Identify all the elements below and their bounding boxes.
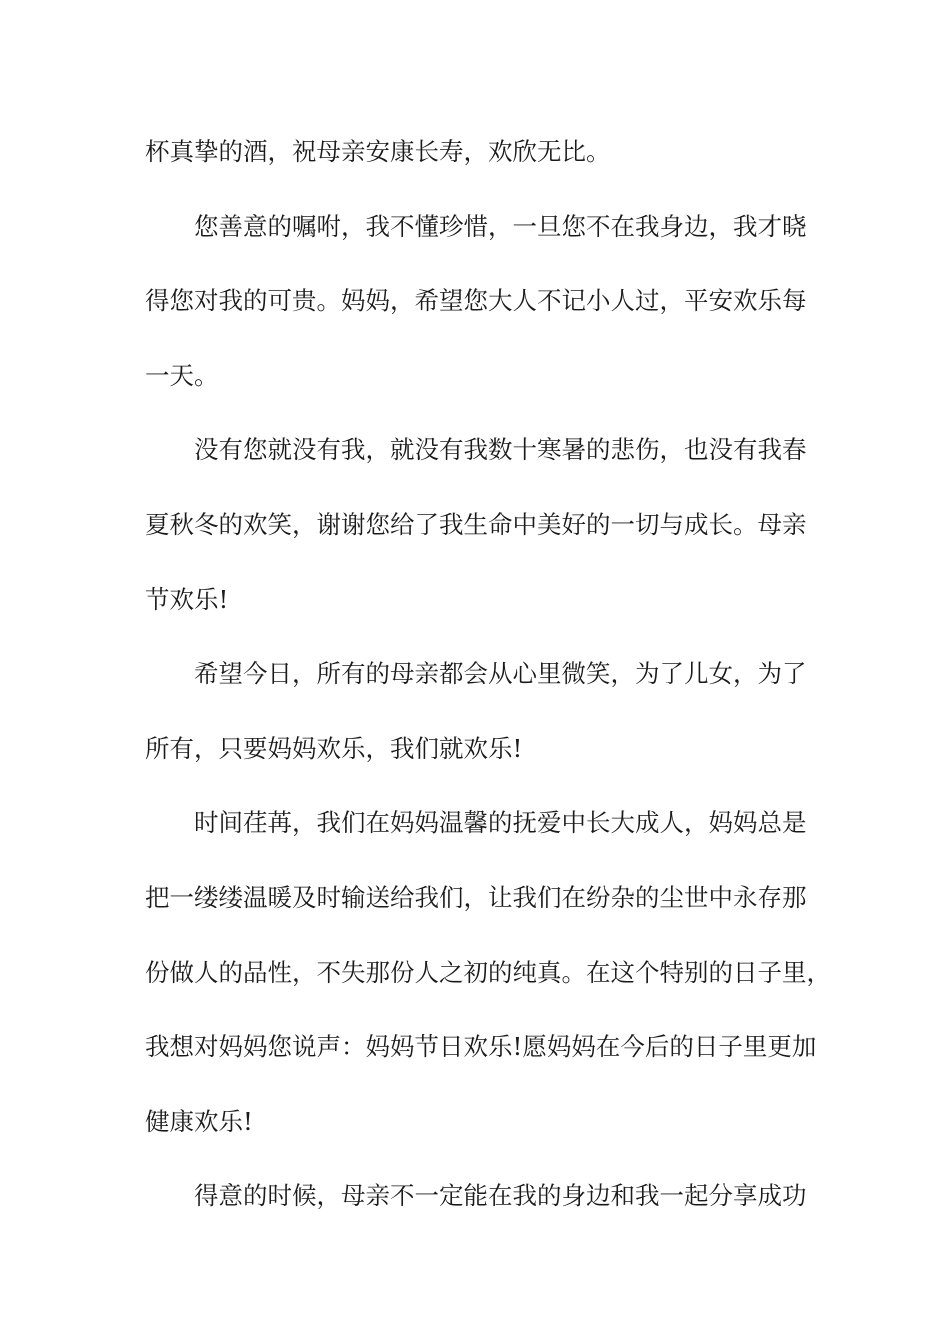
text-line: 得您对我的可贵。妈妈，希望您大人不记小人过，平安欢乐每	[145, 286, 807, 316]
paragraph-first-line: 您善意的嘱咐，我不懂珍惜，一旦您不在我身边，我才晓	[194, 211, 807, 241]
text-line: 份做人的品性，不失那份人之初的纯真。在这个特别的日子里，	[145, 957, 831, 987]
text-line: 把一缕缕温暖及时输送给我们，让我们在纷杂的尘世中永存那	[145, 882, 807, 912]
text-line: 杯真挚的酒，祝母亲安康长寿，欢欣无比。	[145, 137, 611, 166]
text-line: 节欢乐!	[145, 584, 229, 614]
document-body	[145, 128, 831, 1247]
text-line: 我想对妈妈您说声：妈妈节日欢乐!愿妈妈在今后的日子里更加	[145, 1032, 817, 1062]
paragraph-first-line: 得意的时候，母亲不一定能在我的身边和我一起分享成功	[194, 1181, 807, 1211]
paragraph-first-line: 希望今日，所有的母亲都会从心里微笑，为了儿女，为了	[194, 659, 807, 689]
paragraph-first-line: 时间荏苒，我们在妈妈温馨的抚爱中长大成人，妈妈总是	[194, 808, 807, 838]
text-line: 健康欢乐!	[145, 1106, 253, 1136]
text-line: 所有，只要妈妈欢乐，我们就欢乐!	[145, 733, 523, 763]
text-line: 夏秋冬的欢笑，谢谢您给了我生命中美好的一切与成长。母亲	[145, 509, 807, 539]
text-line: 一天。	[145, 360, 219, 390]
paragraph-first-line: 没有您就没有我，就没有我数十寒暑的悲伤，也没有我春	[194, 435, 807, 465]
